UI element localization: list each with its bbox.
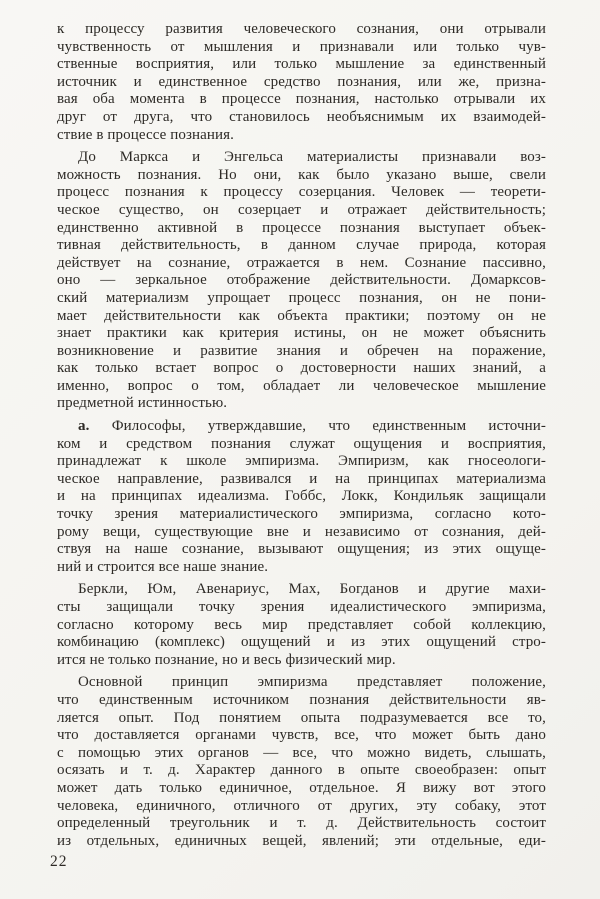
text-block — [57, 21, 546, 850]
text-line: может дать только единичное, отдельное. Я вижу вот этого — [57, 779, 546, 796]
text-line: как только встает вопрос о достоверности наших знаний, а — [57, 360, 546, 377]
text-line: сты защищали точку зрения идеалистического эмпиризма, — [57, 599, 546, 615]
text-line: к процессу развития человеческого сознания, они отрывали — [57, 21, 546, 37]
text-line: единственно активной в процессе познания выступает объек- — [57, 219, 546, 236]
page-number: 22 — [50, 853, 68, 870]
text-line: что единственным источником познания действительности яв- — [57, 691, 546, 708]
text-line: ствуя на наше сознание, вызывают ощущения; из этих ощуще- — [57, 541, 546, 558]
paragraph — [57, 581, 546, 669]
paragraph-lead: а. — [78, 418, 90, 435]
text-line: знает практики как критерия истины, он не может объяснить — [57, 325, 546, 342]
text-line: из отдельных, единичных вещей, явлений; эти отдельные, еди- — [57, 832, 546, 849]
text-line: мает действительности как объекта практики; поэтому он не — [57, 307, 546, 324]
text-line: оно — зеркальное отображение действительности. Домарксов- — [57, 272, 546, 289]
text-line: Основной принцип эмпиризма представляет положение, — [78, 674, 546, 691]
text-line: вая оба момента в процессе познания, настолько отрывали их — [57, 91, 546, 108]
paragraph — [57, 149, 546, 413]
text-line: точку зрения материалистического эмпиризма, согласно кото- — [57, 506, 546, 523]
text-line: друг от друга, что становилось необъяснимым их взаимодей- — [57, 108, 546, 125]
paragraph — [57, 418, 546, 576]
text-line: именно, вопрос о том, обладает ли человеческое мышление — [57, 377, 546, 394]
text-line: ится не только познание, но и весь физический мир. — [57, 651, 396, 668]
text-line: предметной истинностью. — [57, 395, 228, 412]
text-line: комбинацию (комплекс) ощущений и из этих ощущений стро- — [57, 634, 546, 651]
paragraph — [57, 21, 546, 144]
text-line: ком и средством познания служат ощущения и восприятия, — [57, 435, 546, 452]
text-line: чувственность от мышления и признавали или только чув- — [57, 38, 546, 55]
text-line: процесс познания к процессу созерцания. Человек — теорети- — [57, 184, 546, 201]
text-line: ствие в процессе познания. — [57, 126, 234, 143]
text-line: ский материализм упрощает процесс познания, он не пони- — [57, 289, 546, 306]
text-line: действует на сознание, отражается в нем. Сознание пассивно, — [57, 254, 546, 271]
text-line: ний и строится все наше знание. — [57, 558, 269, 575]
text-line: можность познания. Но они, как было указано выше, свели — [57, 166, 546, 183]
text-line: источник и единственное средство познания, или же, призна- — [57, 73, 546, 90]
text-line: а. Философы, утверждавшие, что единственным источни- — [78, 418, 546, 435]
text-line: что доставляется органами чувств, все, что может быть дано — [57, 727, 546, 744]
paragraph — [57, 674, 546, 850]
text-line: ляется опыт. Под понятием опыта подразумевается все то, — [57, 709, 546, 726]
text-line: и на принципах идеализма. Гоббс, Локк, Кондильяк защищали — [57, 488, 546, 505]
text-line: Беркли, Юм, Авенариус, Мах, Богданов и другие махи- — [78, 581, 546, 598]
text-line: согласно которому весь мир представляет собой коллекцию, — [57, 616, 546, 633]
text-line: рому вещи, существующие вне и независимо от сознания, дей- — [57, 523, 546, 540]
text-line: ческое существо, он созерцает и отражает действительность; — [57, 201, 546, 218]
text-line: ственные восприятия, или только мышление за единственный — [57, 56, 546, 73]
text-line: тивная действительность, в данном случае природа, которая — [57, 237, 546, 254]
text-line: До Маркса и Энгельса материалисты признавали воз- — [78, 149, 546, 166]
text-line: осязать и т. д. Характер данного в опыте своеобразен: опыт — [57, 762, 546, 779]
text-line: определенный треугольник и т. д. Действительность состоит — [57, 815, 546, 832]
text-line: ческое направление, развивался и на принципах материализма — [57, 470, 546, 487]
text-line: с помощью этих органов — все, что можно видеть, слышать, — [57, 744, 546, 761]
text-line: человека, единичного, отличного от других, эту собаку, этот — [57, 797, 546, 814]
text-line: возникновение и развитие знания и обречен на поражение, — [57, 342, 546, 359]
text-line: принадлежат к школе эмпиризма. Эмпиризм, как гносеологи- — [57, 453, 546, 470]
